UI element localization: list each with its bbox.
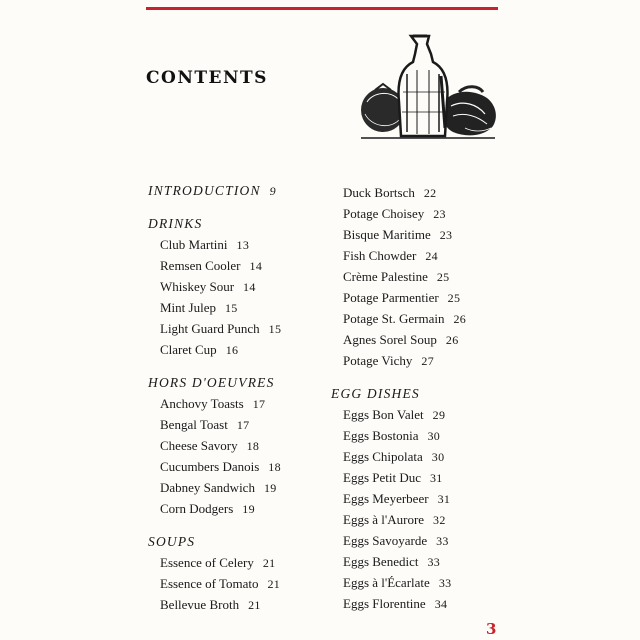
toc-entry[interactable]	[331, 308, 501, 329]
entry-name: Eggs Chipolata	[343, 449, 423, 464]
entry-page: 29	[432, 408, 446, 422]
entry-name: Duck Bortsch	[343, 185, 415, 200]
entry-name: Eggs Bon Valet	[343, 407, 424, 422]
entry-page: 21	[262, 556, 276, 570]
entry-name: Bisque Maritime	[343, 227, 431, 242]
toc-entry[interactable]	[148, 552, 328, 573]
entry-page: 19	[242, 502, 255, 516]
toc-entry[interactable]	[148, 435, 328, 456]
entry-page: 13	[236, 238, 250, 252]
toc-entry[interactable]	[148, 255, 328, 276]
toc-entry[interactable]	[148, 234, 328, 255]
entry-name: Light Guard Punch	[160, 321, 260, 336]
entry-name: Potage Parmentier	[343, 290, 439, 305]
page-number: 3	[486, 620, 497, 638]
entry-page: 17	[236, 418, 250, 432]
entry-page: 26	[453, 312, 467, 326]
toc-entry[interactable]	[331, 182, 501, 203]
toc-entry[interactable]	[331, 266, 501, 287]
entry-page: 23	[433, 207, 446, 221]
section-heading-drinks: DRINKS	[148, 216, 203, 231]
entry-name: Eggs Savoyarde	[343, 533, 428, 548]
entry-page: 14	[243, 280, 256, 294]
entry-page: 33	[427, 555, 441, 569]
page-title: CONTENTS	[146, 68, 268, 88]
toc-entry[interactable]	[331, 404, 501, 425]
toc-entry[interactable]	[331, 425, 501, 446]
toc-entry[interactable]	[148, 339, 328, 360]
introduction-label: INTRODUCTION	[148, 183, 261, 198]
still-life-decanter-tomato-leaves-icon	[355, 32, 501, 144]
entry-name: Dabney Sandwich	[160, 480, 255, 495]
entry-name: Eggs Meyerbeer	[343, 491, 429, 506]
entry-name: Mint Julep	[160, 300, 216, 315]
entry-page: 34	[434, 597, 448, 611]
entry-name: Potage Vichy	[343, 353, 413, 368]
contents-column-right	[331, 182, 501, 614]
section-heading-egg-dishes: EGG DISHES	[331, 386, 420, 401]
entry-page: 19	[263, 481, 277, 495]
toc-entry[interactable]	[331, 530, 501, 551]
toc-entry[interactable]	[331, 287, 501, 308]
entry-name: Corn Dodgers	[160, 501, 234, 516]
toc-entry[interactable]	[331, 203, 501, 224]
entry-page: 25	[436, 270, 450, 284]
entry-name: Agnes Sorel Soup	[343, 332, 437, 347]
entry-page: 24	[425, 249, 438, 263]
toc-entry[interactable]	[331, 551, 501, 572]
entry-name: Cheese Savory	[160, 438, 238, 453]
contents-column-left	[148, 180, 328, 615]
toc-entry[interactable]	[148, 456, 328, 477]
entry-name: Crème Palestine	[343, 269, 428, 284]
entry-page: 31	[430, 471, 443, 485]
entry-page: 33	[436, 534, 449, 548]
entry-page: 26	[445, 333, 459, 347]
introduction-entry[interactable]	[148, 180, 328, 201]
entry-name: Bellevue Broth	[160, 597, 240, 612]
toc-entry[interactable]	[148, 297, 328, 318]
toc-entry[interactable]	[148, 477, 328, 498]
toc-entry[interactable]	[331, 467, 501, 488]
toc-entry[interactable]	[148, 498, 328, 519]
entry-name: Eggs à l'Écarlate	[343, 575, 430, 590]
entry-page: 32	[433, 513, 446, 527]
entry-name: Eggs Bostonia	[343, 428, 419, 443]
entry-page: 30	[427, 429, 441, 443]
entry-page: 17	[252, 397, 266, 411]
entry-page: 31	[437, 492, 451, 506]
entry-name: Remsen Cooler	[160, 258, 241, 273]
entry-name: Eggs Benedict	[343, 554, 419, 569]
section-heading-hors-doeuvres: HORS D'OEUVRES	[148, 375, 275, 390]
toc-entry[interactable]	[331, 488, 501, 509]
toc-entry[interactable]	[331, 593, 501, 614]
entry-page: 22	[423, 186, 437, 200]
entry-name: Eggs à l'Aurore	[343, 512, 425, 527]
entry-page: 15	[268, 322, 282, 336]
entry-name: Club Martini	[160, 237, 228, 252]
entry-page: 15	[224, 301, 238, 315]
toc-entry[interactable]	[331, 446, 501, 467]
entry-name: Anchovy Toasts	[160, 396, 244, 411]
entry-page: 25	[447, 291, 461, 305]
entry-page: 33	[438, 576, 452, 590]
toc-entry[interactable]	[331, 329, 501, 350]
entry-name: Potage Choisey	[343, 206, 425, 221]
introduction-page: 9	[269, 184, 276, 198]
entry-name: Essence of Celery	[160, 555, 254, 570]
entry-page: 27	[421, 354, 434, 368]
toc-entry[interactable]	[148, 414, 328, 435]
entry-page: 21	[267, 577, 281, 591]
toc-entry[interactable]	[331, 509, 501, 530]
toc-entry[interactable]	[331, 350, 501, 371]
toc-entry[interactable]	[331, 245, 501, 266]
toc-entry[interactable]	[148, 573, 328, 594]
entry-page: 18	[268, 460, 281, 474]
toc-entry[interactable]	[148, 276, 328, 297]
entry-name: Whiskey Sour	[160, 279, 235, 294]
toc-entry[interactable]	[148, 594, 328, 615]
entry-name: Eggs Florentine	[343, 596, 426, 611]
entry-page: 18	[246, 439, 260, 453]
toc-entry[interactable]	[331, 224, 501, 245]
entry-page: 21	[248, 598, 261, 612]
toc-entry[interactable]	[331, 572, 501, 593]
entry-name: Cucumbers Danois	[160, 459, 260, 474]
entry-name: Bengal Toast	[160, 417, 228, 432]
entry-page: 23	[439, 228, 453, 242]
section-heading-soups: SOUPS	[148, 534, 196, 549]
entry-page: 16	[225, 343, 239, 357]
entry-name: Essence of Tomato	[160, 576, 259, 591]
toc-entry[interactable]	[148, 393, 328, 414]
entry-name: Fish Chowder	[343, 248, 417, 263]
toc-entry[interactable]	[148, 318, 328, 339]
top-red-rule	[146, 7, 498, 10]
entry-page: 30	[431, 450, 445, 464]
entry-name: Potage St. Germain	[343, 311, 445, 326]
entry-name: Claret Cup	[160, 342, 217, 357]
entry-name: Eggs Petit Duc	[343, 470, 421, 485]
entry-page: 14	[249, 259, 263, 273]
